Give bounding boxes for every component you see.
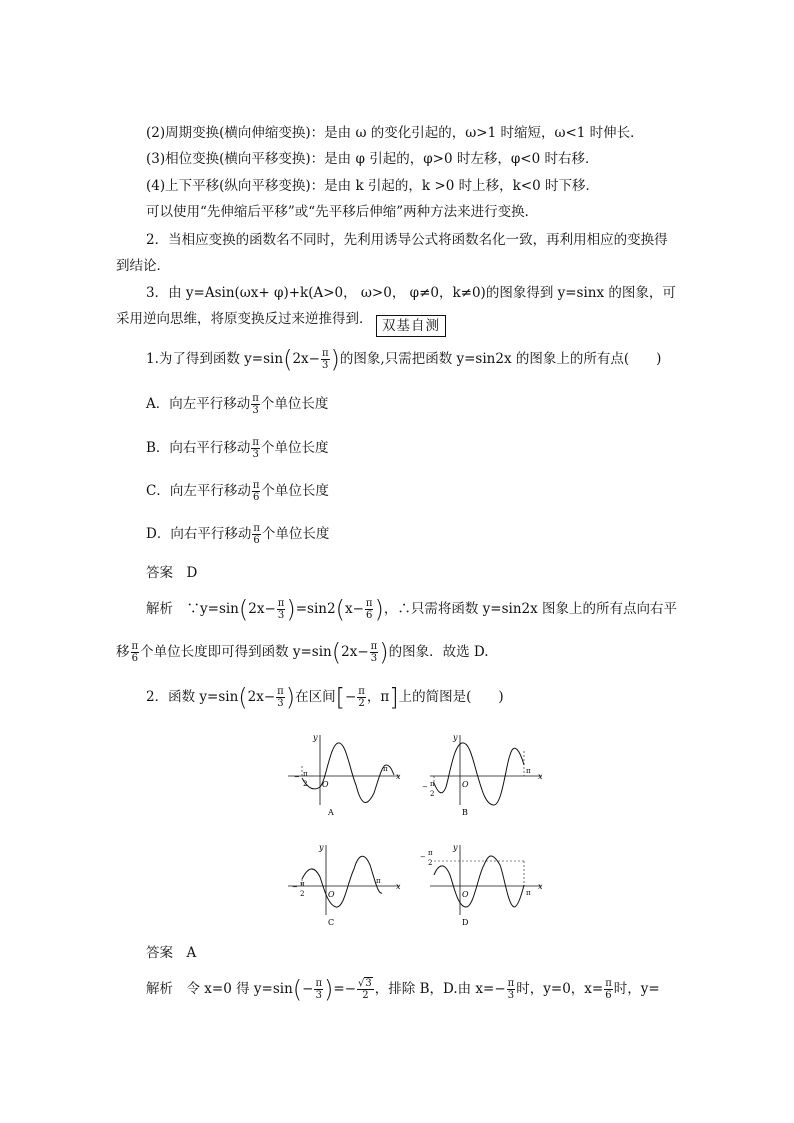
- text-line-vertical-shift: (4)上下平移(纵向平移变换)：是由 k 引起的，k >0 时上移，k<0 时下移．: [146, 178, 599, 194]
- text-line-methods: 可以使用“先伸缩后平移”或“先平移后伸缩”两种方法来进行变换．: [146, 204, 539, 220]
- graph-b-curve: [434, 743, 524, 805]
- graph-c-pi-den: 2: [300, 890, 305, 898]
- analysis-1-line1: 解析 ∵y=sin(2x− $\frac{\pi}{3}$ )=sin2(x− $\frac{\pi}{6}$ )，∴只需将函数 y=sin2x 图象上的所有点向右平: [146, 595, 678, 624]
- question-1: 1.为了得到函数 y=sin(2x− $\frac{\pi}{3}$ )的图象,只需把函数 y=sin2x 的图象上的所有点( ): [146, 345, 662, 374]
- option-d: D．向右平行移动 $\frac{\pi}{6}$ 个单位长度: [146, 523, 330, 546]
- graph-d: [420, 843, 543, 925]
- graph-d-y-label: y: [453, 843, 458, 852]
- graph-b-pi: π: [526, 767, 531, 775]
- graph-b-label: B: [462, 808, 468, 817]
- graph-d-pi: π: [526, 889, 531, 897]
- graph-c-label: C: [328, 918, 335, 925]
- graph-c-minus: −: [292, 883, 298, 891]
- graph-a-x-label: x: [396, 772, 401, 781]
- graph-d-label: D: [462, 918, 469, 925]
- graph-c-pi-den-num: π: [300, 880, 305, 888]
- graph-b-y-label: y: [453, 733, 458, 742]
- option-b: B．向右平行移动 $\frac{\pi}{3}$ 个单位长度: [146, 437, 329, 460]
- graph-a-pi: π: [383, 765, 388, 773]
- text-line-point3a: 3．由 y=Asin(ωx+ φ)+k(A>0， ω>0， φ≠0，k≠0)的图象得到 y=sinx 的图象，可: [146, 285, 676, 301]
- graphs-figure: [270, 725, 550, 925]
- graph-b-x-label: x: [538, 772, 543, 781]
- graph-c: [288, 843, 401, 925]
- graph-d-pi-den-num: π: [428, 849, 433, 857]
- question-2: 2．函数 y=sin(2x− $\frac{\pi}{3}$ )在区间[− $\frac{\pi}{2}$ ，π]上的简图是( ): [146, 683, 504, 712]
- answer-1: 答案 D: [146, 565, 198, 581]
- section-title: 双基自测: [376, 315, 446, 337]
- graph-b-pi-den: 2: [430, 790, 435, 798]
- graph-a-pi-den: 2: [303, 780, 308, 788]
- graph-a-curve: [302, 743, 394, 803]
- graph-c-x-label: x: [396, 882, 401, 891]
- graph-d-origin: O: [462, 890, 469, 899]
- answer-2: 答案 A: [146, 945, 197, 961]
- text-line-point2a: 2．当相应变换的函数名不同时，先利用诱导公式将函数名化一致，再利用相应的变换得: [146, 232, 668, 248]
- text-line-point2b: 到结论．: [116, 258, 170, 274]
- graph-a-origin: O: [322, 780, 329, 789]
- graph-d-x-label: x: [538, 882, 543, 891]
- graph-d-minus: −: [420, 853, 426, 861]
- graph-b: [422, 733, 543, 817]
- graph-a-y-label: y: [313, 733, 318, 742]
- graph-d-pi-den: 2: [428, 859, 433, 867]
- option-a: A．向左平行移动 $\frac{\pi}{3}$ 个单位长度: [146, 393, 329, 416]
- graph-c-pi: π: [376, 877, 381, 885]
- text-line-point3b: 采用逆向思维，将原变换反过来逆推得到．: [116, 311, 373, 327]
- graph-c-origin: O: [328, 890, 335, 899]
- graph-a-pi-den-num: π: [303, 770, 308, 778]
- graph-b-pi-den-num: π: [430, 780, 435, 788]
- text-line-period-transform: (2)周期变换(横向伸缩变换)：是由 ω 的变化引起的，ω>1 时缩短，ω<1 时伸长．: [146, 125, 644, 141]
- graph-d-curve: [434, 856, 524, 907]
- graph-a-label: A: [328, 808, 334, 817]
- graph-a-minus: −: [294, 773, 300, 781]
- graph-b-origin: O: [462, 780, 469, 789]
- analysis-2: 解析 令 x=0 得 y=sin(− $\frac{\pi}{3}$ )=− $\frac{√3}{2}$ ，排除 B，D.由 x=− $\frac{\pi}{3}$ 时，y=0，x= $\frac{\pi}{6}$ 时，y=: [146, 975, 660, 1004]
- graph-a: [288, 733, 401, 817]
- graph-c-curve: [302, 856, 382, 907]
- text-line-phase-transform: (3)相位变换(横向平移变换)：是由 φ 引起的，φ>0 时左移，φ<0 时右移．: [146, 151, 599, 167]
- graph-b-minus: −: [422, 783, 428, 791]
- graph-c-y-label: y: [319, 843, 324, 852]
- analysis-1-line2: 移 $\frac{\pi}{6}$ 个单位长度即可得到函数 y=sin(2x− $\frac{\pi}{3}$ )的图象．故选 D.: [116, 638, 489, 667]
- option-c: C．向左平行移动 $\frac{\pi}{6}$ 个单位长度: [146, 480, 329, 503]
